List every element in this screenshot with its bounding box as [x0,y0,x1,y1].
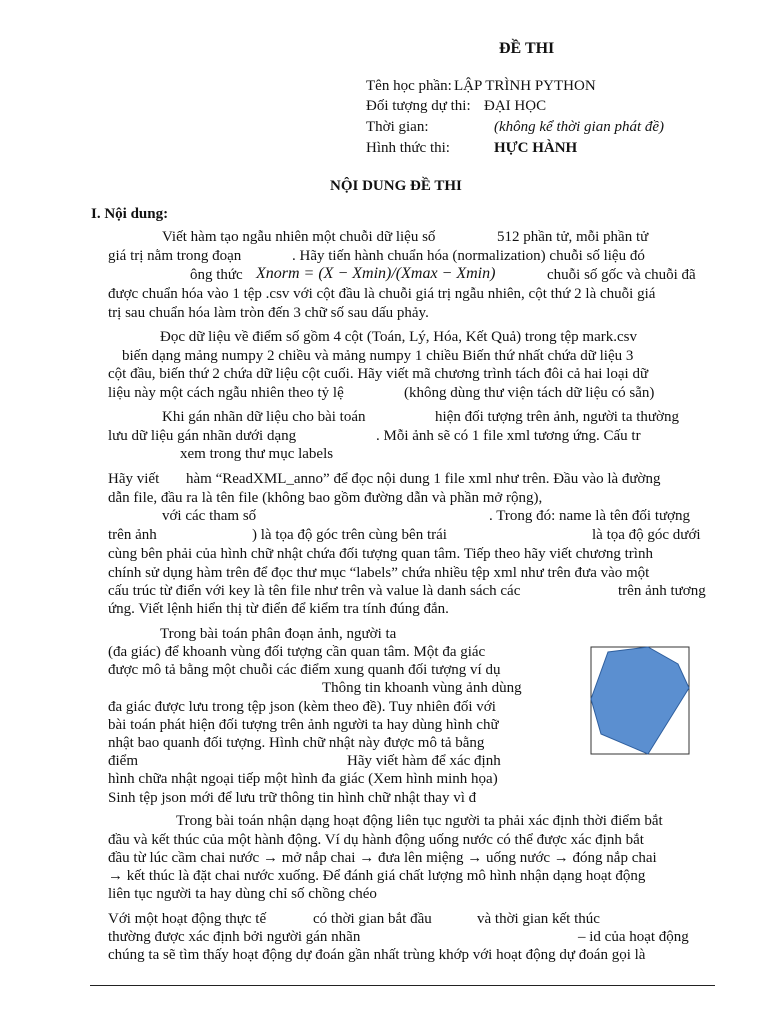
p7-text: và thời gian kết thúc [477,911,600,927]
p2-text: cột đầu, biến thứ 2 chứa dữ liệu cột cuối. Hãy viết mã chương trình tách đôi cả hai loại dữ [108,366,649,382]
p7-text: chúng ta sẽ tìm thấy hoạt động dự đoán gần nhất trùng khớp với hoạt động dự đoán gọi là [108,947,646,963]
p2-text: (không dùng thư viện tách dữ liệu có sẵn) [404,385,655,401]
p4-text: dẫn file, đầu ra là tên file (không bao gồm đường dẫn và phần mở rộng), [108,490,543,506]
audience-value: ĐẠI HỌC [484,98,547,114]
p4-text: với các tham số [162,508,257,524]
p4-text: cấu trúc từ điển với key là tên file như trên và value là danh sách các [108,583,521,599]
p2-text: biến dạng mảng numpy 2 chiều và mảng numpy 1 chiều Biến thứ nhất chứa dữ liệu 3 [122,348,634,364]
p5-text: nhật bao quanh đối tượng. Hình chữ nhật này được mô tả bằng [108,735,485,751]
p6-text: liên tục người ta hay dùng chỉ số chồng chéo [108,886,377,902]
p5-text: bài toán phát hiện đối tượng trên ảnh người ta hay dùng hình chữ [108,717,499,733]
p7-text: thường được xác định bởi người gán nhãn [108,929,361,945]
p6-text: Trong bài toán nhận dạng hoạt động liên tục người ta phải xác định thời điểm bắt [176,813,663,829]
course-value: LẬP TRÌNH PYTHON [454,78,596,94]
p1-text: ông thức [190,267,243,283]
bounding-box-illustration [588,644,694,760]
p1-text: được chuẩn hóa vào 1 tệp .csv với cột đầu là chuỗi giá trị ngẫu nhiên, cột thứ 2 là chuỗi giá [108,286,656,302]
p4-text: hàm “ReadXML_anno” để đọc nội dung 1 file xml như trên. Đầu vào là đường [186,471,661,487]
p4-text: trên ảnh tương [618,583,706,599]
format-value: HỰC HÀNH [494,140,578,156]
p4-text: Hãy viết [108,471,160,487]
section-heading: I. Nội dung: [91,206,169,222]
p4-text: ) là tọa độ góc trên cùng bên trái [252,527,447,543]
p4-text: . Trong đó: name là tên đối tượng [489,508,691,524]
p6-text: → kết thúc là đặt chai nước xuống. Để đánh giá chất lượng mô hình nhận dạng hoạt động [108,868,646,884]
p1-text: Viết hàm tạo ngẫu nhiên một chuỗi dữ liệu số [162,229,436,245]
normalization-formula: Xnorm = (X − Xmin)/(Xmax − Xmin) [256,265,496,282]
p2-text: liệu này một cách ngẫu nhiên theo tỷ lệ [108,385,344,401]
p2-text: Đọc dữ liệu về điểm số gồm 4 cột (Toán, Lý, Hóa, Kết Quả) trong tệp mark.csv [160,329,637,345]
p1-text: trị sau chuẩn hóa làm tròn đến 3 chữ số sau dấu phảy. [108,305,429,321]
p5-text: hình chữa nhật ngoại tiếp một hình đa giác (Xem hình minh họa) [108,771,498,787]
p5-text: (đa giác) để khoanh vùng đối tượng cần quan tâm. Một đa giác [108,644,486,660]
p7-text: Với một hoạt động thực tế [108,911,267,927]
p1-text: 512 phần tử, mỗi phần tử [497,229,649,245]
footer-rule [90,985,715,986]
p3-text: xem trong thư mục labels [180,446,334,462]
polygon-shape [591,647,689,754]
p4-text: ứng. Viết lệnh hiển thị từ điển để kiểm tra tính đúng đắn. [108,601,449,617]
p4-text: chính sử dụng hàm trên để đọc thư mục “labels” chứa nhiều tệp xml như trên đưa vào một [108,565,650,581]
course-label: Tên học phần: [366,78,452,94]
p5-text: Trong bài toán phân đoạn ảnh, người ta [160,626,397,642]
time-label: Thời gian: [366,119,429,135]
p1-text: . Hãy tiến hành chuẩn hóa (normalization) chuỗi số liệu đó [292,248,645,264]
p5-text: điểm [108,753,138,769]
p6-text: đầu và kết thúc của một hành động. Ví dụ hành động uống nước có thể được xác định bắt [108,832,644,848]
p4-text: trên ảnh [108,527,157,543]
p3-text: lưu dữ liệu gán nhãn dưới dạng [108,428,297,444]
p4-text: cùng bên phải của hình chữ nhật chứa đối tượng quan tâm. Tiếp theo hãy viết chương trình [108,546,653,562]
p7-text: – id của hoạt động [578,929,689,945]
p7-text: có thời gian bắt đầu [313,911,432,927]
p3-text: hiện đối tượng trên ảnh, người ta thường [435,409,679,425]
p5-text: được mô tả bằng một chuỗi các điểm xung quanh đối tượng ví dụ [108,662,501,678]
p5-text: Thông tin khoanh vùng ảnh dùng [322,680,522,696]
time-value: (không kể thời gian phát đề) [494,119,665,135]
p6-text: đầu từ lúc cầm chai nước → mở nắp chai → đưa lên miệng → uống nước → đóng nắp chai [108,850,657,866]
exam-title: ĐỀ THI [499,40,555,57]
p4-text: là tọa độ góc dưới [592,527,701,543]
p1-text: chuỗi số gốc và chuỗi đã [547,267,696,283]
p3-text: Khi gán nhãn dữ liệu cho bài toán [162,409,366,425]
format-label: Hình thức thi: [366,140,450,156]
p5-text: Sinh tệp json mới để lưu trữ thông tin hình chữ nhật thay vì đ [108,790,477,806]
audience-label: Đối tượng dự thi: [366,98,471,114]
p3-text: . Mỗi ảnh sẽ có 1 file xml tương ứng. Cấu tr [376,428,641,444]
p5-text: Hãy viết hàm để xác định [347,753,501,769]
p5-text: đa giác được lưu trong tệp json (kèm theo đề). Tuy nhiên đối với [108,699,496,715]
content-title: NỘI DUNG ĐỀ THI [330,178,462,194]
p1-text: giá trị nằm trong đoạn [108,248,242,264]
